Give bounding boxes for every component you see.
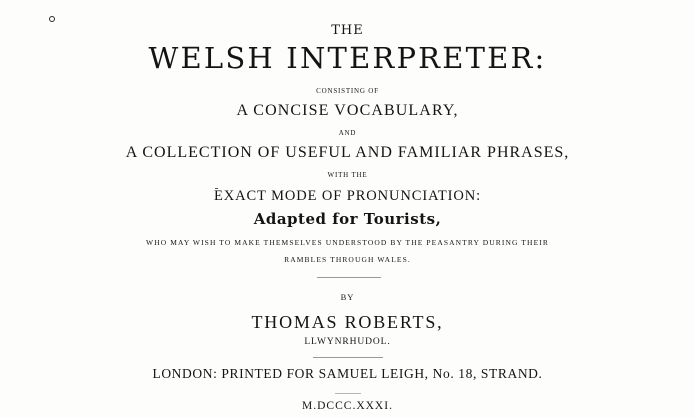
by-text: BY: [340, 292, 355, 302]
pronunciation-line: EXACT MODE OF PRONUNCIATION:: [213, 188, 481, 204]
adapted-for-tourists: Adapted for Tourists,: [253, 210, 442, 228]
vocabulary-line: A CONCISE VOCABULARY,: [236, 102, 459, 119]
with-the-text: WITH THE: [327, 171, 368, 179]
audience-line-1: WHO MAY WISH TO MAKE THEMSELVES UNDERSTOOD BY THE PEASANTRY DURING THEIR: [146, 238, 549, 247]
divider-rule: [335, 393, 361, 394]
consisting-of-text: CONSISTING OF: [316, 87, 379, 95]
author-alias: LLWYNRHUDOL.: [304, 337, 391, 347]
and-text: AND: [338, 129, 357, 137]
audience-line-2: RAMBLES THROUGH WALES.: [284, 255, 411, 264]
imprint-line: LONDON: PRINTED FOR SAMUEL LEIGH, No. 18, STRAND.: [152, 366, 543, 381]
collection-line: A COLLECTION OF USEFUL AND FAMILIAR PHRASES,: [125, 144, 570, 161]
ink-speck-mark: [49, 16, 55, 22]
book-title: WELSH INTERPRETER:: [148, 41, 547, 75]
divider-rule: [313, 357, 383, 358]
publication-year: M.DCCC.XXXI.: [302, 400, 393, 412]
title-article: THE: [331, 23, 364, 38]
divider-rule: [317, 277, 381, 278]
author-name: THOMAS ROBERTS,: [251, 312, 444, 332]
